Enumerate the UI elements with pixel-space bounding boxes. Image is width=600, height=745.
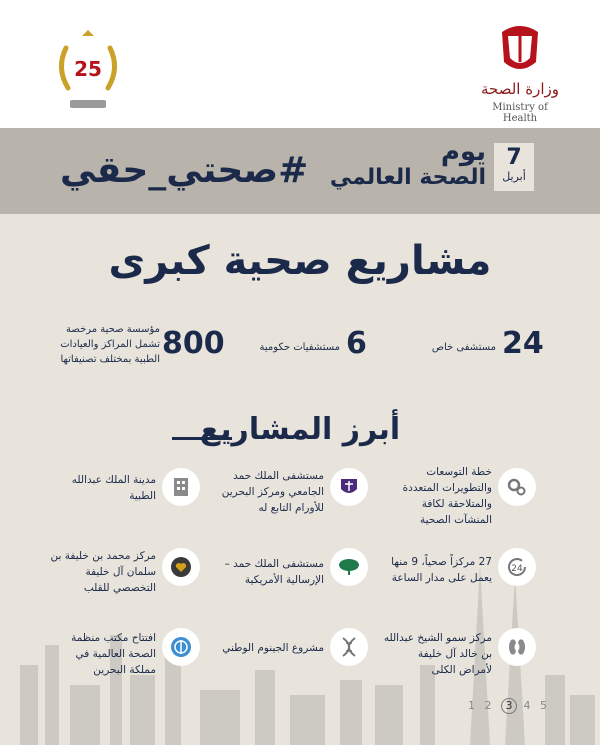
project-text-7: مركز سمو الشيخ عبدالله بن خالد آل خليفة لأمراض الكلى [383,632,492,676]
project-text-9: افتتاح مكتب منظمة الصحة العالمية في مملكة البحرين [71,632,156,676]
hashtag: #صحتي_حقي [60,150,309,191]
project-text-2: مستشفى الملك حمد الجامعي ومركز البحرين للأورام التابع له [221,470,324,514]
project-icon-7 [498,628,536,666]
day-title-line1: يوم [440,137,486,167]
project-icon-6 [162,548,200,586]
project-text-8: مشروع الجينوم الوطني [222,642,324,654]
kidney-icon [505,635,529,659]
page-indicator [468,698,550,714]
stat-government-hospitals-number: 6 [346,326,367,361]
stat-private-hospitals-label: مستشفى خاص [431,342,496,353]
svg-text:24: 24 [511,564,523,574]
section-title: أبرز المشاريع [199,412,401,447]
heart-center-logo-icon [169,555,193,579]
main-title: مشاريع صحية كبرى [108,238,492,284]
stat-government-hospitals-label: مستشفيات حكومية [259,342,340,353]
page-1[interactable]: 1 [468,699,478,712]
date-number: 7 [506,145,522,170]
clock-24-icon [505,555,529,579]
gears-icon [505,475,529,499]
project-text-4: 27 مركزاً صحياً، 9 منها يعمل على مدار الساعة [391,556,492,584]
page-3-active[interactable]: 3 [501,698,517,714]
laurel-wreath-icon [48,18,128,118]
anniversary-emblem [48,18,128,118]
project-icon-4 [498,548,536,586]
ministry-english-name: Ministry of Health [492,102,548,124]
page-5[interactable]: 5 [540,699,550,712]
who-logo-icon [169,635,193,659]
project-icon-9 [162,628,200,666]
hospital-logo-icon [337,475,361,499]
project-icon-8 [330,628,368,666]
day-title-line2: الصحة العالمي [329,165,486,190]
project-icon-2 [330,468,368,506]
building-icon [169,475,193,499]
ministry-logo [480,22,560,122]
project-text-5: مستشفى الملك حمد – الإرسالية الأمريكية [224,558,324,586]
header [0,0,600,128]
page-2[interactable]: 2 [484,699,495,712]
page-4[interactable]: 4 [523,699,534,712]
stat-licensed-institutions-label: مؤسسة صحية مرخصة تشمل المراكز والعيادات الطبية بمختلف تصنيفاتها [60,324,160,365]
dna-icon [337,635,361,659]
date-month: أبريل [502,170,526,183]
project-icon-5 [330,548,368,586]
stat-private-hospitals-number: 24 [502,326,544,361]
bahrain-crest-icon [498,22,542,76]
ministry-arabic-name: وزارة الصحة [481,80,559,98]
project-icon-1 [498,468,536,506]
tree-logo-icon [337,555,361,579]
stat-licensed-institutions-number: 800 [162,326,225,361]
project-text-3: مدينة الملك عبدالله الطبية [71,474,156,502]
project-text-1: خطة التوسعات والتطويرات المتعددة والمتلاحقة لكافة المنشآت الصحية [402,466,492,526]
svg-text:25: 25 [74,57,102,81]
date-box [494,143,534,191]
project-text-6: مركز محمد بن خليفة بن سلمان آل خليفة التخصصي للقلب [50,550,156,594]
world-health-day-title [286,139,486,191]
project-icon-3 [162,468,200,506]
